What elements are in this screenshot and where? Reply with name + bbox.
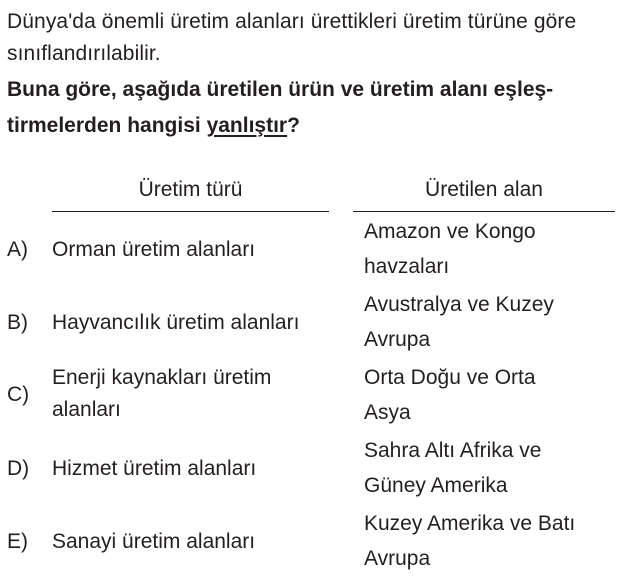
option-d[interactable] bbox=[0, 433, 630, 507]
question-suffix: ? bbox=[287, 114, 300, 137]
option-area-line-1: Sahra Altı Afrika ve bbox=[364, 439, 542, 462]
option-area-line-1: Amazon ve Kongo bbox=[364, 220, 536, 243]
column-header-area: Üretilen alan bbox=[425, 178, 543, 201]
option-area-line-2: havzaları bbox=[364, 255, 450, 278]
option-production-type: Hayvancılık üretim alanları bbox=[52, 311, 300, 334]
option-production-area bbox=[364, 433, 626, 503]
column-divider-area bbox=[353, 211, 615, 212]
option-c[interactable] bbox=[0, 360, 630, 434]
option-area-line-1: Avustralya ve Kuzey bbox=[364, 293, 554, 316]
option-area-line-1: Orta Doğu ve Orta bbox=[364, 366, 536, 389]
option-production-type: Hizmet üretim alanları bbox=[52, 457, 257, 480]
option-letter: E) bbox=[7, 530, 28, 553]
option-area-line-2: Güney Amerika bbox=[364, 474, 508, 497]
column-header-type: Üretim türü bbox=[138, 178, 243, 201]
option-area-line-2: Avrupa bbox=[364, 547, 431, 570]
option-production-area bbox=[364, 360, 626, 430]
option-production-type: Enerji kaynakları üretim alanları bbox=[52, 366, 272, 421]
option-a[interactable] bbox=[0, 214, 630, 288]
question-stem: Dünya'da önemli üretim alanları ürettikleri üretim türüne göre sınıflandırılabilir. bbox=[7, 10, 577, 65]
option-production-area bbox=[364, 287, 626, 357]
option-area-line-2: Asya bbox=[364, 401, 411, 424]
option-production-type: Sanayi üretim alanları bbox=[52, 530, 256, 553]
option-production-area bbox=[364, 214, 626, 284]
column-divider-type bbox=[52, 211, 329, 212]
option-area-line-1: Kuzey Amerika ve Batı bbox=[364, 512, 576, 535]
option-letter: B) bbox=[7, 311, 28, 334]
option-letter: D) bbox=[7, 457, 30, 480]
option-letter: C) bbox=[7, 383, 30, 406]
option-production-type: Orman üretim alanları bbox=[52, 238, 256, 261]
question-prompt bbox=[7, 72, 627, 144]
question-prefix: Buna göre, aşağıda üretilen ürün ve üretim alanı eşleş-tirmelerden hangisi bbox=[7, 78, 554, 137]
option-b[interactable] bbox=[0, 287, 630, 361]
option-e[interactable] bbox=[0, 506, 630, 580]
option-area-line-2: Avrupa bbox=[364, 328, 431, 351]
option-production-area bbox=[364, 506, 626, 576]
question-keyword: yanlıştır bbox=[206, 114, 288, 137]
option-letter: A) bbox=[7, 238, 28, 261]
